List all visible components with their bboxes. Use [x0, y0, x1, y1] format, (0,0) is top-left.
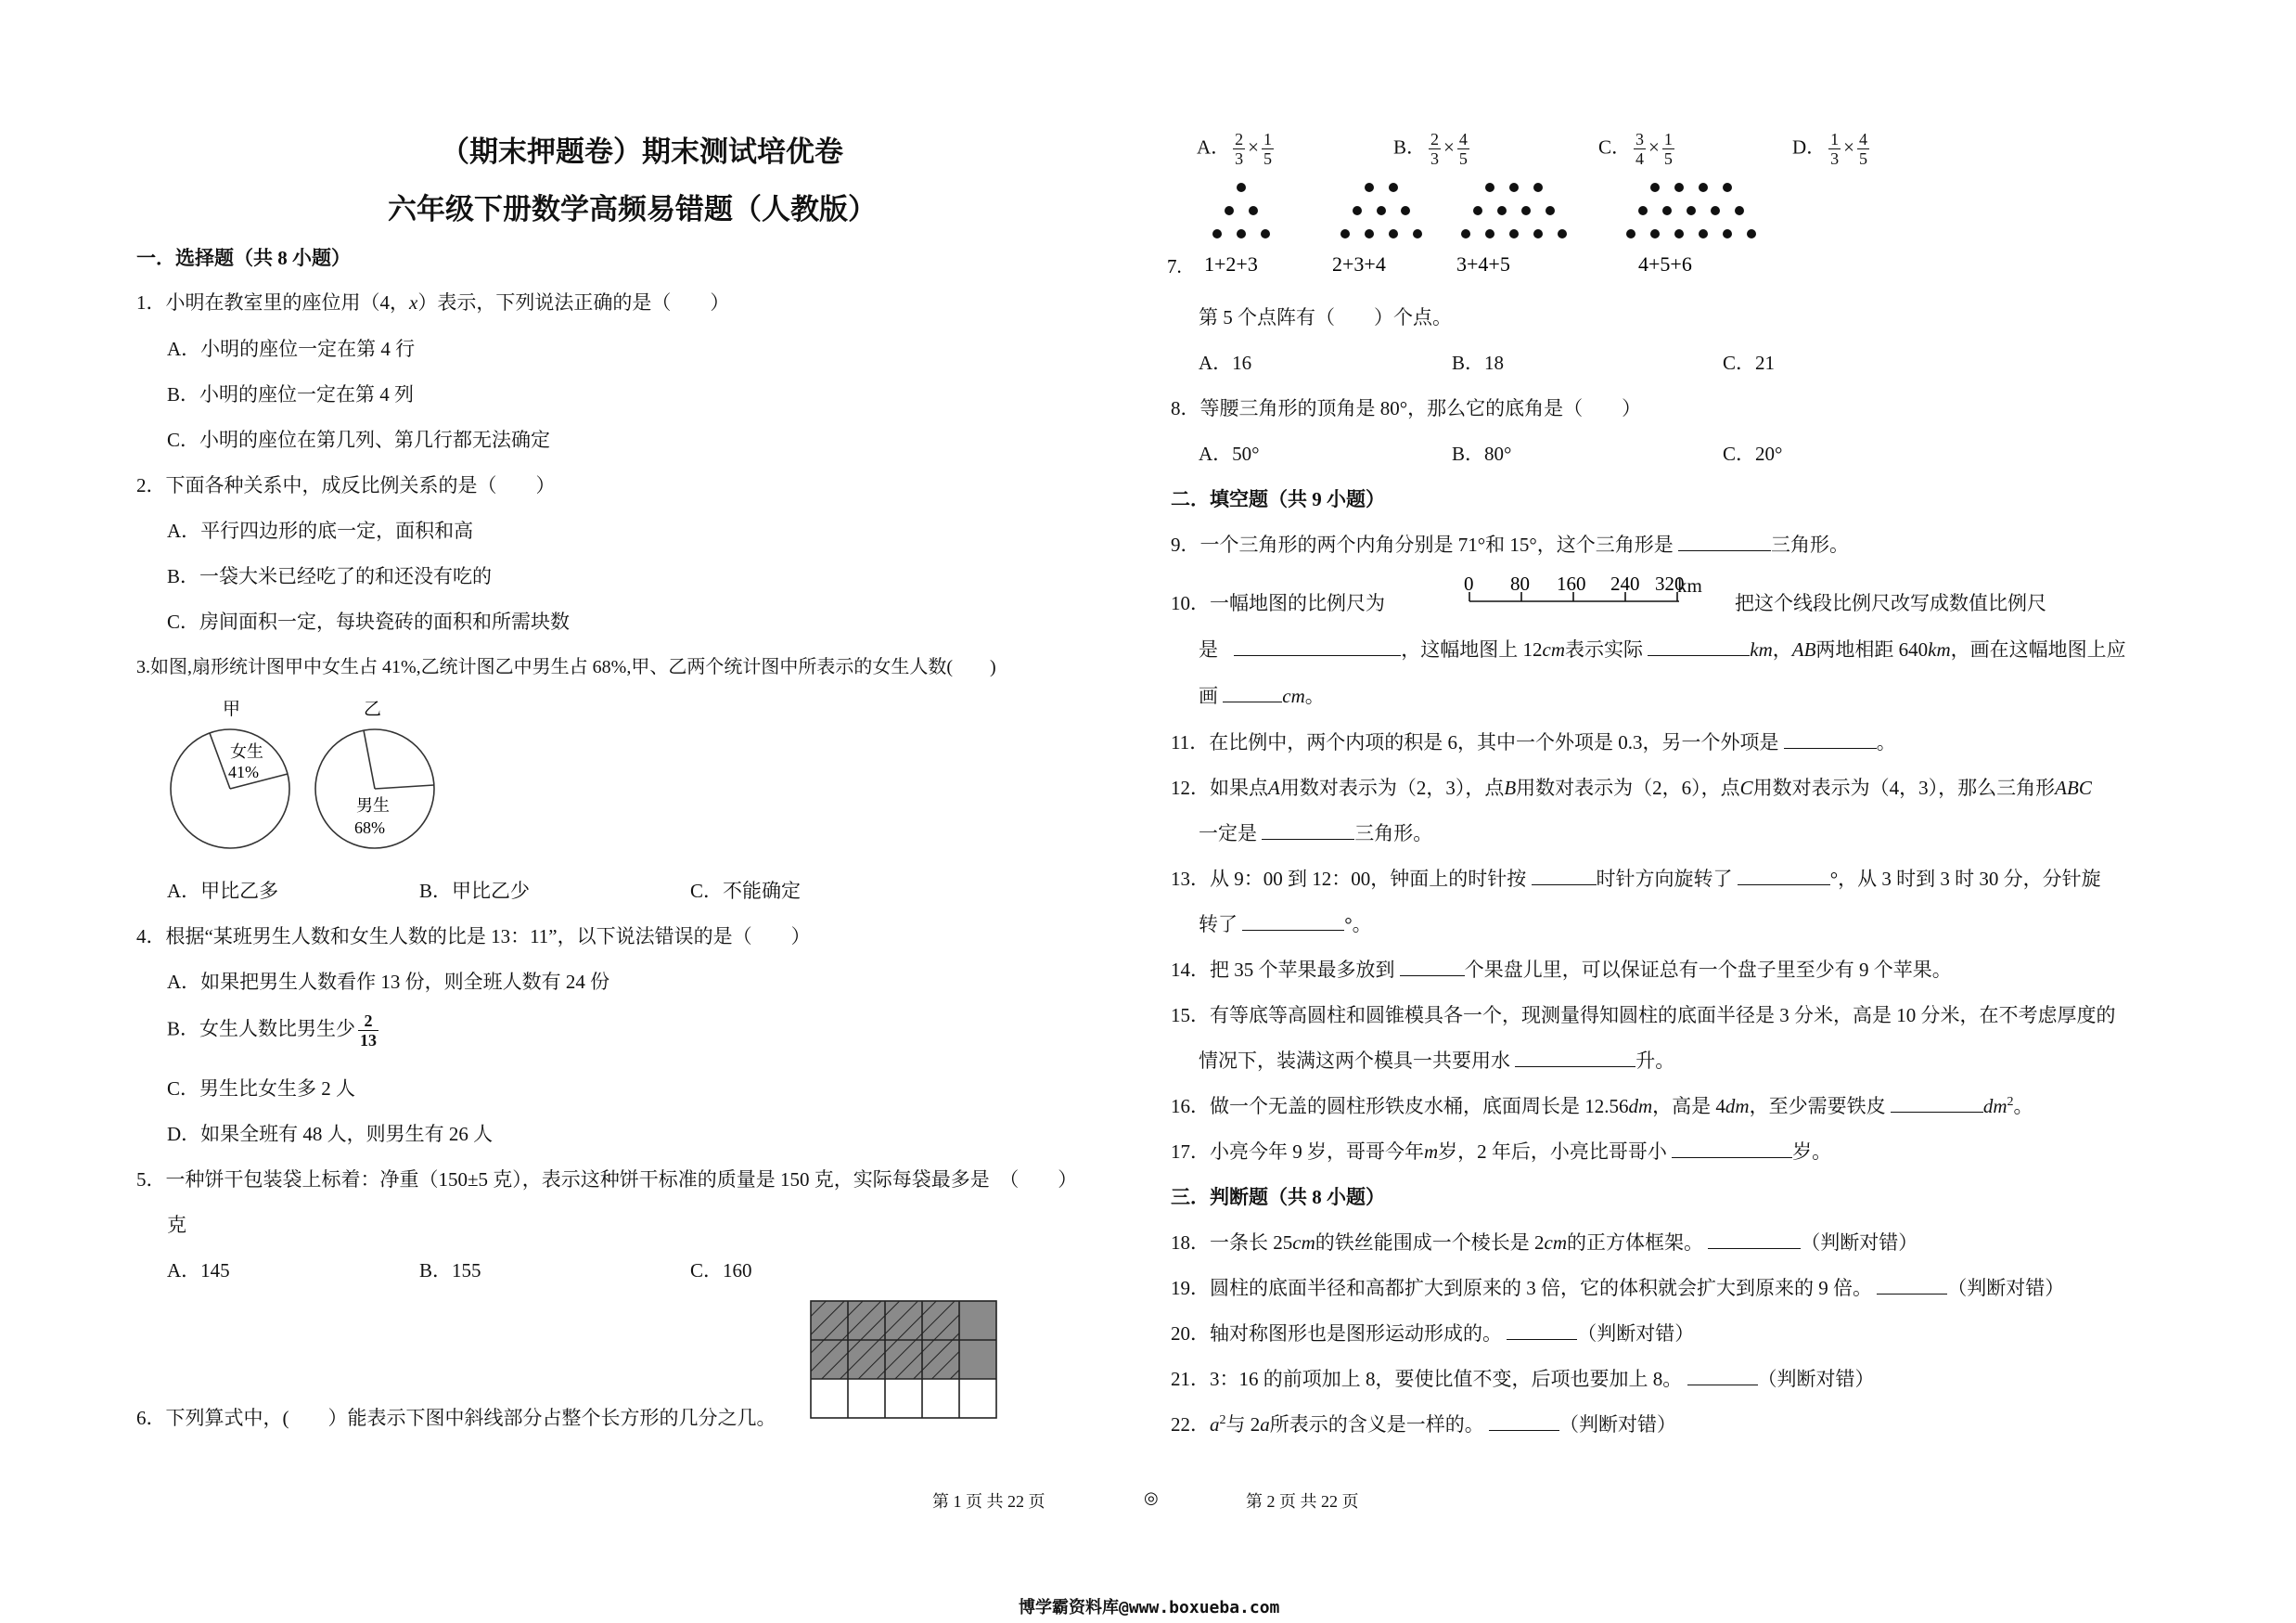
question-13: 13．从 9：00 到 12：00，钟面上的时针按 时针方向旋转了 °，从 3 时到 3 时 30 分，分针旋 [1171, 868, 2101, 890]
question-10-prefix: 10．一幅地图的比例尺为 [1171, 592, 1385, 614]
question-18: 18．一条长 25cm的铁丝能围成一个棱长是 2cm的正方体框架。 （判断对错） [1171, 1231, 1918, 1254]
question-1-option-a: A．小明的座位一定在第 4 行 [167, 338, 416, 360]
question-1-option-b: B．小明的座位一定在第 4 列 [167, 383, 415, 406]
page-number-1: 第 1 页 共 22 页 [932, 1492, 1045, 1511]
question-14: 14．把 35 个苹果最多放到 个果盘儿里，可以保证总有一个盘子里至少有 9 个苹果。 [1171, 959, 1952, 981]
question-3-option-a: A．甲比乙多 [167, 880, 279, 902]
question-7-option-b: B．18 [1452, 352, 1505, 374]
pie-2-radius-b [375, 785, 434, 789]
question-15-line-2: 情况下，装满这两个模具一共要用水 升。 [1199, 1050, 1675, 1072]
question-2-option-c: C．房间面积一定，每块瓷砖的面积和所需块数 [167, 611, 571, 633]
scale-tick-320: 320 [1655, 573, 1685, 595]
scale-tick-80: 80 [1510, 573, 1530, 595]
answer-blank[interactable] [1223, 684, 1282, 702]
answer-blank[interactable] [1400, 958, 1465, 976]
scale-unit: km [1677, 574, 1702, 597]
question-5-option-a: A．145 [167, 1259, 230, 1282]
question-6-option-a: A． $\frac{2}{3}$ × $\frac{1}{5}$ [1197, 130, 1273, 168]
question-7-number: 7. [1167, 255, 1182, 277]
question-2-option-b: B．一袋大米已经吃了的和还没有吃的 [167, 565, 493, 587]
question-5-text: 5．一种饼干包装袋上标着：净重（150±5 克），表示这种饼干标准的质量是 150 克，实际每袋最多是 （ ） [136, 1168, 1078, 1191]
question-22: 22．$a^2$与 2a所表示的含义是一样的。 （判断对错） [1171, 1413, 1676, 1436]
question-10-line-2: 是 ，这幅地图上 12cm表示实际 km，AB两地相距 640km，画在这幅地图上应 [1199, 638, 2126, 661]
question-2-text: 2．下面各种关系中，成反比例关系的是（ ） [136, 474, 556, 496]
question-11: 11．在比例中，两个内项的积是 6，其中一个外项是 0.3，另一个外项是 。 [1171, 731, 1896, 754]
dot-pattern-figure [1167, 176, 1779, 288]
question-5-option-b: B．155 [419, 1259, 481, 1282]
answer-blank[interactable] [1877, 1276, 1947, 1295]
section-heading-judge: 三．判断题（共 8 小题） [1171, 1186, 1385, 1208]
answer-blank[interactable] [1678, 533, 1771, 551]
dot-pattern-caption-2: 2+3+4 [1332, 252, 1386, 276]
question-3-option-c: C．不能确定 [690, 880, 802, 902]
question-12-line-2: 一定是 三角形。 [1199, 822, 1433, 844]
pie-2-label: 乙 [364, 700, 382, 719]
question-6-text: 6．下列算式中，( ）能表示下图中斜线部分占整个长方形的几分之几。 [136, 1407, 776, 1429]
pie-2-text-boys: 男生 [356, 796, 390, 815]
footer-separator-icon: ◎ [1144, 1488, 1159, 1507]
question-12: 12．如果点A用数对表示为（2，3），点B用数对表示为（2，6），点C用数对表示为（4，3），那么三角形ABC [1171, 777, 2092, 799]
dot-pattern-caption-3: 3+4+5 [1456, 252, 1510, 276]
pie-1-text-percent: 41% [228, 763, 259, 781]
page-title: （期末押题卷）期末测试培优卷 [441, 135, 843, 168]
question-20: 20．轴对称图形也是图形运动形成的。 （判断对错） [1171, 1322, 1695, 1345]
question-15-text: 15．有等底等高圆柱和圆锥模具各一个，现测量得知圆柱的底面半径是 3 分米，高是 10 分米，在不考虑厚度的 [1171, 1004, 2116, 1026]
question-8-option-c: C．20° [1723, 443, 1783, 465]
answer-blank[interactable] [1891, 1094, 1983, 1113]
question-16: 16．做一个无盖的圆柱形铁皮水桶，底面周长是 12.56dm，高是 4dm，至少需要铁皮 $dm^2$。 [1171, 1095, 2033, 1117]
question-4-option-b [167, 1011, 381, 1050]
answer-blank[interactable] [1708, 1230, 1801, 1249]
question-7-text: 第 5 个点阵有（ ）个点。 [1199, 306, 1452, 328]
question-4-fraction: $\frac{2}{13}$ [360, 1011, 378, 1050]
question-5-option-c: C．160 [690, 1259, 752, 1282]
question-13-line-2: 转了 °。 [1199, 913, 1372, 935]
question-6-option-d: D． $\frac{1}{3}$ × $\frac{4}{5}$ [1792, 130, 1868, 168]
question-17: 17．小亮今年 9 岁，哥哥今年m岁，2 年后，小亮比哥哥小 岁。 [1171, 1140, 1832, 1163]
question-21: 21．3：16 的前项加上 8，要使比值不变，后项也要加上 8。 （判断对错） [1171, 1368, 1875, 1390]
scale-tick-240: 240 [1610, 573, 1640, 595]
question-1 [136, 288, 729, 316]
question-6-option-b: B． $\frac{2}{3}$ × $\frac{4}{5}$ [1393, 130, 1468, 168]
answer-blank[interactable] [1738, 867, 1830, 885]
question-10-suffix: 把这个线段比例尺改写成数值比例尺 [1735, 592, 2046, 614]
watermark-text: 博学霸资料库@www.boxueba.com [1019, 1598, 1280, 1617]
answer-blank[interactable] [1234, 638, 1401, 656]
question-7-option-a: A．16 [1199, 352, 1252, 374]
answer-blank[interactable] [1262, 821, 1354, 840]
answer-blank[interactable] [1515, 1049, 1635, 1067]
question-3-option-b: B．甲比乙少 [419, 880, 531, 902]
question-1-text: 1．小明在教室里的座位用（4， [136, 291, 409, 314]
answer-blank[interactable] [1242, 912, 1344, 931]
section-heading-fill: 二．填空题（共 9 小题） [1171, 488, 1385, 510]
dot-pattern-caption-4: 4+5+6 [1638, 252, 1692, 276]
question-10-line-3: 画 cm。 [1199, 685, 1325, 707]
question-9: 9．一个三角形的两个内角分别是 71°和 15°，这个三角形是 三角形。 [1171, 534, 1850, 556]
scale-bar [1456, 570, 1698, 609]
question-4-text: 4．根据“某班男生人数和女生人数的比是 13：11”，以下说法错误的是（ ） [136, 925, 811, 947]
pie-2-text-percent: 68% [354, 818, 385, 837]
question-3-text: 3.如图,扇形统计图甲中女生占 41%,乙统计图乙中男生占 68%,甲、乙两个统计图中所表示的女生人数( ) [136, 657, 996, 677]
section-heading-choice: 一．选择题（共 8 小题） [136, 247, 351, 269]
scale-tick-0: 0 [1464, 573, 1474, 595]
question-8-option-a: A．50° [1199, 443, 1260, 465]
question-5-text-unit: 克 [167, 1214, 186, 1236]
answer-blank[interactable] [1672, 1140, 1792, 1158]
pie-charts-figure [167, 696, 445, 863]
page-subtitle: 六年级下册数学高频易错题（人教版） [388, 193, 877, 225]
answer-blank[interactable] [1784, 730, 1877, 749]
pie-1-radius-b [210, 733, 230, 789]
question-6-option-c: C． $\frac{3}{4}$ × $\frac{1}{5}$ [1598, 130, 1673, 168]
pie-2-radius-a [364, 730, 375, 789]
answer-blank[interactable] [1489, 1412, 1559, 1431]
answer-blank[interactable] [1507, 1321, 1577, 1340]
question-8-text: 8．等腰三角形的顶角是 80°，那么它的底角是（ ） [1171, 397, 1642, 419]
question-4-option-c: C．男生比女生多 2 人 [167, 1077, 356, 1100]
question-8-option-b: B．80° [1452, 443, 1512, 465]
question-19: 19．圆柱的底面半径和高都扩大到原来的 3 倍，它的体积就会扩大到原来的 9 倍。 （判断对错） [1171, 1277, 2065, 1299]
question-1-text-end: ）表示，下列说法正确的是（ ） [417, 291, 730, 314]
pie-1-label: 甲 [223, 700, 241, 719]
question-1-var: x [409, 291, 418, 314]
question-7-option-c: C．21 [1723, 352, 1776, 374]
question-1-option-c: C．小明的座位在第几列、第几行都无法确定 [167, 429, 551, 451]
answer-blank[interactable] [1648, 638, 1750, 656]
question-4-option-b-text: B．女生人数比男生少 [167, 1017, 356, 1040]
question-2-option-a: A．平行四边形的底一定，面积和高 [167, 520, 474, 542]
shaded-rectangle-figure [809, 1299, 1000, 1422]
dot-pattern-caption-1: 1+2+3 [1204, 252, 1258, 276]
question-4-option-a: A．如果把男生人数看作 13 份，则全班人数有 24 份 [167, 971, 610, 993]
page-number-2: 第 2 页 共 22 页 [1246, 1492, 1359, 1511]
scale-tick-160: 160 [1557, 573, 1586, 595]
pie-1-text-girls: 女生 [230, 742, 263, 761]
answer-blank[interactable] [1532, 867, 1597, 885]
question-4-option-d: D．如果全班有 48 人，则男生有 26 人 [167, 1123, 494, 1145]
answer-blank[interactable] [1687, 1367, 1758, 1385]
